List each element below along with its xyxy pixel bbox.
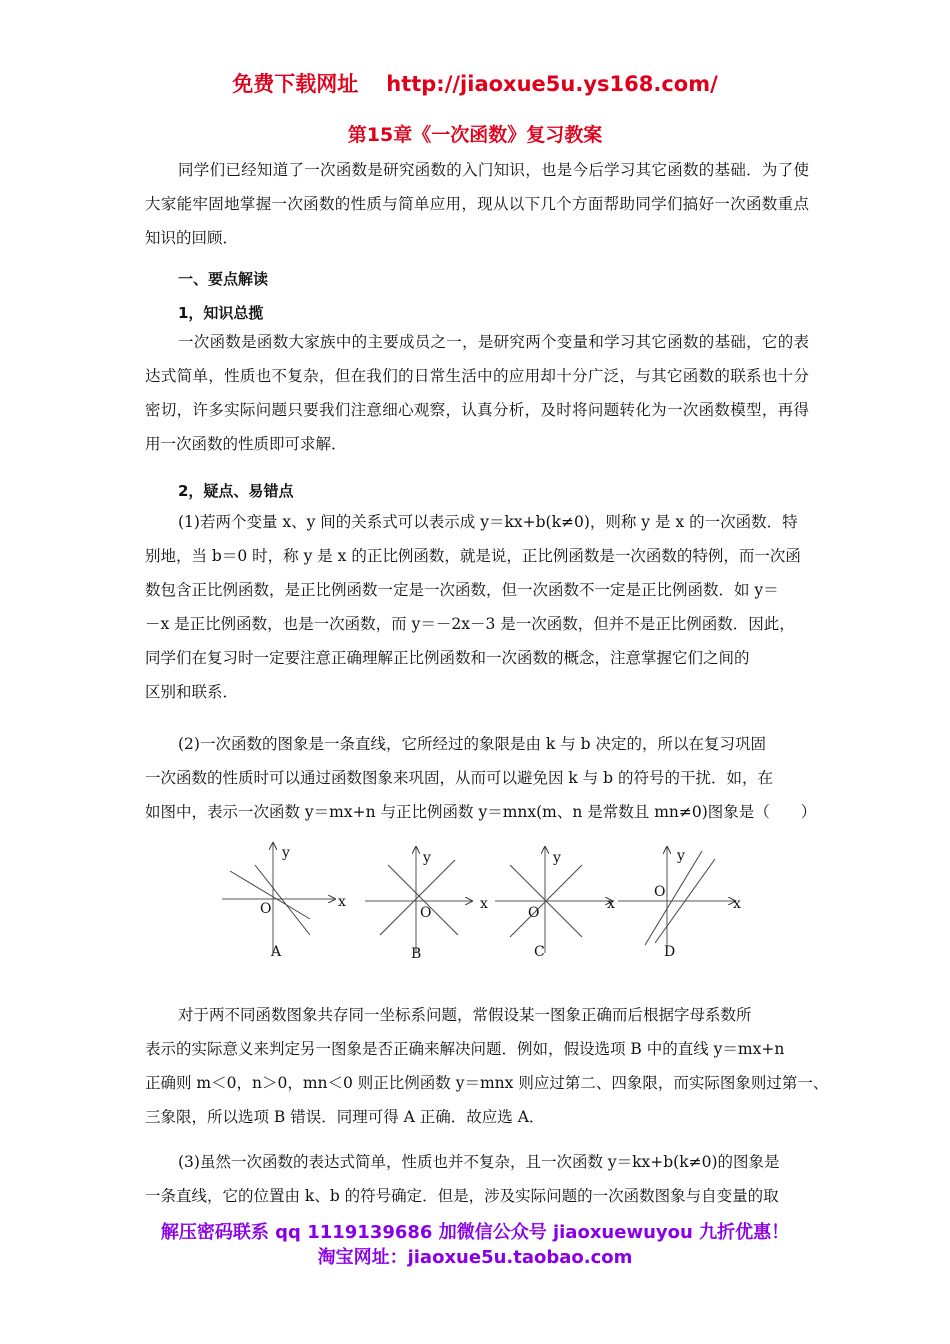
axis-x-label: x [733, 896, 741, 912]
point3-paragraph [145, 1145, 809, 1213]
point1-line: 数包含正比例函数，是正比例函数一定是一次函数，但一次函数不一定是正比例函数．如 y＝ [145, 581, 779, 599]
footer-contact: 解压密码联系 qq 1119139686 加微信公众号 jiaoxuewuyou 九折优惠！ [160, 1222, 790, 1243]
graph-c [495, 847, 615, 960]
analysis-line: 表示的实际意义来判定另一图象是否正确来解决问题．例如，假设选项 B 中的直线 y＝mx+n [145, 1040, 785, 1058]
axis-y-label: y [677, 848, 685, 864]
option-label-a: A [271, 944, 282, 960]
origin-label: O [420, 905, 432, 921]
graph-d [618, 847, 741, 960]
point1-line: 区别和联系． [145, 683, 239, 701]
point1-paragraph [145, 505, 809, 709]
banner-label: 免费下载网址 [232, 72, 359, 96]
point2-line: 如图中，表示一次函数 y＝mx+n 与正比例函数 y＝mnx(m、n 是常数且 mn≠0)图象是（ ） [145, 803, 817, 821]
analysis-paragraph [145, 998, 829, 1134]
point1-line: 同学们在复习时一定要注意正确理解正比例函数和一次函数的概念，注意掌握它们之间的 [145, 649, 750, 667]
origin-label: O [528, 905, 540, 921]
axis-y-label: y [553, 850, 561, 866]
axis-x-label: x [480, 896, 488, 912]
banner-url-link[interactable]: http://jiaoxue5u.ys168.com/ [386, 72, 718, 96]
axis-y-label: y [423, 850, 431, 866]
point2-paragraph [145, 727, 817, 829]
point1-line: (1)若两个变量 x、y 间的关系式可以表示成 y＝kx+b(k≠0)，则称 y 是 x 的一次函数．特 [178, 513, 798, 531]
axis-y-label: y [282, 845, 290, 861]
subheading-overview: 1，知识总揽 [178, 304, 264, 322]
graph-options-figure [210, 835, 770, 970]
footer-shop-link[interactable]: 淘宝网址：jiaoxue5u.taobao.com [317, 1247, 633, 1268]
page-title: 第15章《一次函数》复习教案 [347, 124, 603, 146]
origin-label: O [654, 884, 666, 900]
subheading-difficult-points: 2，疑点、易错点 [178, 482, 294, 500]
top-banner [0, 68, 950, 98]
section-heading-key-points: 一、要点解读 [178, 270, 269, 288]
analysis-line: 三象限，所以选项 B 错误．同理可得 A 正确．故应选 A． [145, 1108, 545, 1126]
point3-line: 一条直线，它的位置由 k、b 的符号确定．但是，涉及实际问题的一次函数图象与自变量的取 [145, 1187, 779, 1205]
overview-paragraph: 一次函数是函数大家族中的主要成员之一，是研究两个变量和学习其它函数的基础，它的表达式简单，性质也不复杂，但在我们的日常生活中的应用却十分广泛，与其它函数的联系也十分密切，许多实际问题只要我们注意细心观察，认真分析，及时将问题转化为一次函数模型，再得用一次函数的性质即可求解． [145, 333, 809, 453]
point2-line: (2)一次函数的图象是一条直线，它所经过的象限是由 k 与 b 决定的，所以在复习巩固 [178, 735, 766, 753]
point2-line: 一次函数的性质时可以通过函数图象来巩固，从而可以避免因 k 与 b 的符号的干扰．如，在 [145, 769, 774, 787]
point3-line: (3)虽然一次函数的表达式简单，性质也并不复杂，且一次函数 y＝kx+b(k≠0)的图象是 [178, 1153, 780, 1171]
axis-x-label: x [607, 896, 615, 912]
graph-a [222, 843, 346, 960]
option-label-d: D [664, 944, 676, 960]
point1-line: 别地，当 b＝0 时，称 y 是 x 的正比例函数，就是说，正比例函数是一次函数的特例，而一次函 [145, 547, 801, 565]
origin-label: O [260, 901, 272, 917]
axis-x-label: x [338, 894, 346, 910]
option-label-c: C [534, 944, 545, 960]
point1-line: －x 是正比例函数，也是一次函数，而 y＝－2x－3 是一次函数，但并不是正比例函数．因此， [145, 615, 795, 633]
graph-b [365, 847, 488, 962]
intro-paragraph: 同学们已经知道了一次函数是研究函数的入门知识，也是今后学习其它函数的基础．为了使大家能牢固地掌握一次函数的性质与简单应用，现从以下几个方面帮助同学们搞好一次函数重点知识的回顾． [145, 161, 809, 247]
analysis-line: 正确则 m＜0，n＞0，mn＜0 则正比例函数 y＝mnx 则应过第二、四象限，而实际图象则过第一、 [145, 1074, 829, 1092]
option-label-b: B [411, 946, 422, 962]
analysis-line: 对于两不同函数图象共存同一坐标系问题，常假设某一图象正确而后根据字母系数所 [178, 1006, 752, 1024]
